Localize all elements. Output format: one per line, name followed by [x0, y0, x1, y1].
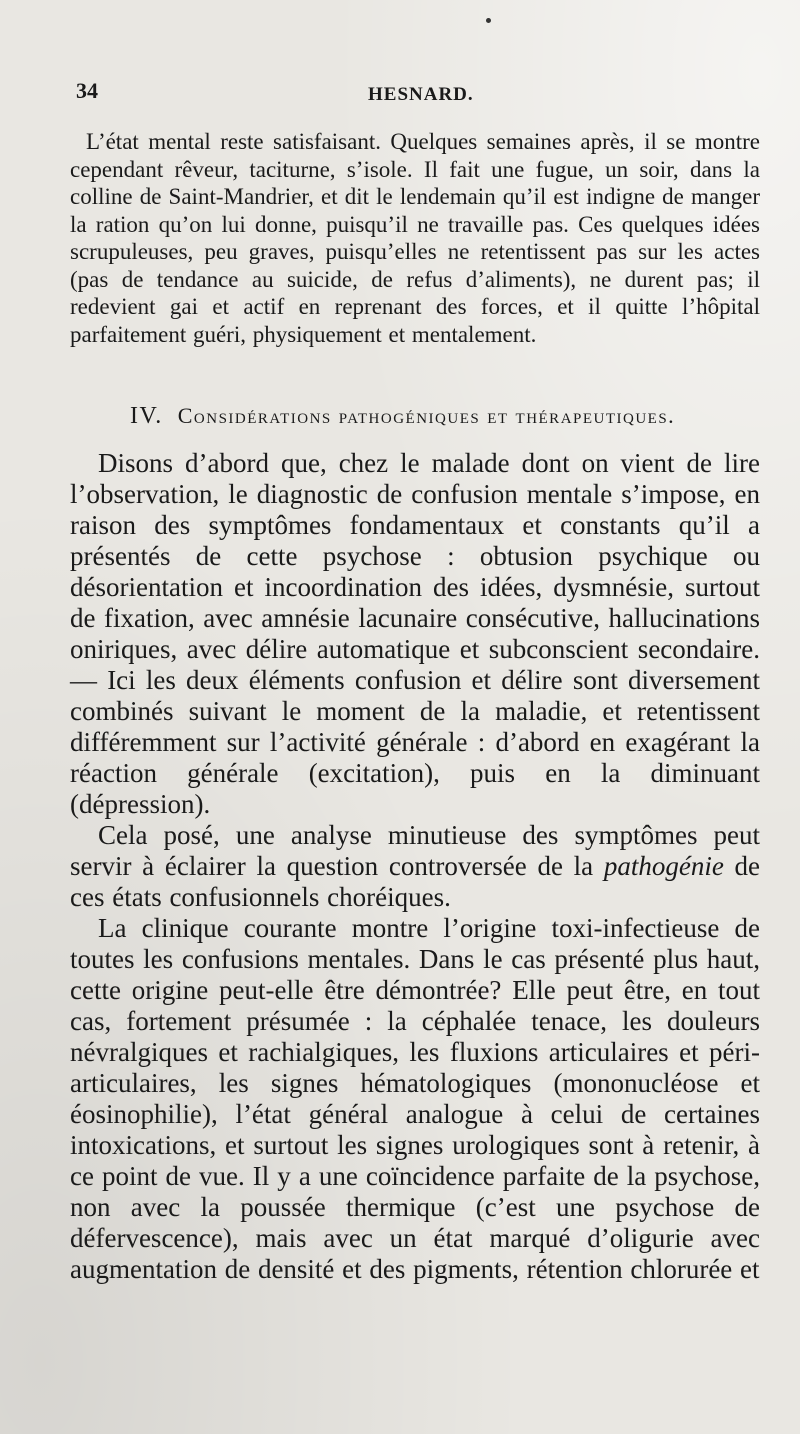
paragraph-case-outcome: L’état mental reste satisfaisant. Quelques semaines après, il se montre cependant rêveur, taciturne, s’isole. Il fait une fugue, un soir, dans la colline de Saint-Mandrier, et dit le lendemain qu’il est indigne de manger la ration qu’on lui donne, puisqu’il ne travaille pas. Ces quelques idées scrupuleuses, peu graves, puisqu’elles ne retentissent pas sur les actes (pas de tendance au suicide, de refus d’aliments), ne durent pas; il redevient gai et actif en reprenant des forces, et il quitte l’hôpital parfaitement guéri, physiquement et mentalement. [70, 129, 760, 347]
section-number: IV. [130, 403, 163, 429]
section-title: Considérations pathogéniques et thérapeutiques. [177, 403, 676, 428]
page-number: 34 [76, 78, 98, 103]
ink-speck [486, 18, 491, 23]
paragraph-pathogenesis-intro [70, 820, 760, 913]
section-heading [70, 403, 760, 430]
paragraph-diagnosis: Disons d’abord que, chez le malade dont on vient de lire l’observation, le diagnostic de confusion mentale s’impose, en raison des symptômes fondamentaux et constants qu’il a présentés de cette psychose : obtusion psychique ou désorientation et incoordination des idées, dysmnésie, surtout de fixation, avec amnésie lacunaire consécutive, hallucinations oniriques, avec délire automatique et subconscient secondaire. — Ici les deux éléments confusion et délire sont diversement combinés suivant le moment de la maladie, et retentissent différemment sur l’activité générale : d’abord en exagérant la réaction générale (excitation), puis en la diminuant (dépression). [70, 448, 760, 819]
text-after-italic: de ces états confusionnels choréiques. [70, 851, 760, 912]
running-title: HESNARD. [368, 84, 474, 105]
page-body [70, 128, 760, 1285]
page-header [76, 78, 766, 112]
italic-term: pathogénie [603, 851, 724, 881]
text-before-italic: Cela posé, une analyse minutieuse des symptômes peut servir à éclairer la question controversée de la [70, 820, 760, 881]
paragraph-toxi-infectious-origin: La clinique courante montre l’origine toxi-infectieuse de toutes les confusions mentales. Dans le cas présenté plus haut, cette origine peut-elle être démontrée? Elle peut être, en tout cas, fortement présumée : la céphalée tenace, les douleurs névralgiques et rachialgiques, les fluxions articulaires et péri-articulaires, les signes hématologiques (mononucléose et éosinophilie), l’état général analogue à celui de certaines intoxications, et surtout les signes urologiques sont à retenir, à ce point de vue. Il y a une coïncidence parfaite de la psychose, non avec la poussée thermique (c’est une psychose de défervescence), mais avec un état marqué d’oligurie avec augmentation de densité et des pigments, rétention chlorurée et [70, 913, 760, 1284]
